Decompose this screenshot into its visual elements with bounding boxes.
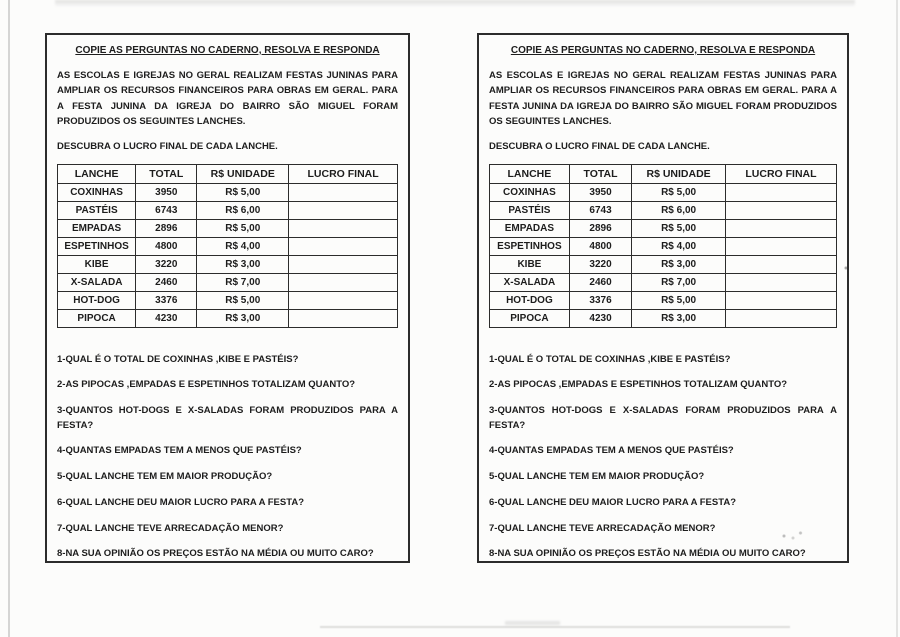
cell-total: 3220 — [136, 255, 197, 273]
questions-list — [57, 353, 398, 562]
worksheet-instruction: DESCUBRA O LUCRO FINAL DE CADA LANCHE. — [57, 140, 278, 152]
cell-lucro-blank — [289, 291, 398, 309]
cell-lanche: HOT-DOG — [58, 291, 136, 309]
cell-total: 4800 — [569, 237, 631, 255]
cell-lucro-blank — [289, 201, 398, 219]
cell-unidade: R$ 5,00 — [632, 291, 726, 309]
cell-unidade: R$ 6,00 — [197, 201, 289, 219]
cell-lucro-blank — [725, 255, 836, 273]
cell-total: 4230 — [136, 309, 197, 327]
column-header-total: TOTAL — [136, 164, 197, 183]
cell-unidade: R$ 4,00 — [632, 237, 726, 255]
cell-total: 2460 — [136, 273, 197, 291]
questions-list — [489, 353, 837, 562]
column-header-lanche: LANCHE — [58, 164, 136, 183]
column-header-lanche: LANCHE — [490, 164, 570, 183]
cell-total: 3376 — [136, 291, 197, 309]
worksheet-instruction: DESCUBRA O LUCRO FINAL DE CADA LANCHE. — [489, 140, 710, 152]
scan-edge-line-right — [896, 0, 898, 637]
scan-smudge-bottom-2 — [505, 621, 560, 625]
cell-lucro-blank — [289, 183, 398, 201]
snack-table — [57, 164, 398, 328]
cell-total: 6743 — [136, 201, 197, 219]
question-1: 1-QUAL É O TOTAL DE COXINHAS ,KIBE E PASTÉIS? — [57, 353, 299, 365]
table-row — [490, 201, 837, 219]
column-header-lucro: LUCRO FINAL — [725, 164, 836, 183]
cell-lanche: PIPOCA — [58, 309, 136, 327]
cell-unidade: R$ 5,00 — [632, 183, 726, 201]
cell-lanche: HOT-DOG — [490, 291, 570, 309]
cell-lanche: X-SALADA — [58, 273, 136, 291]
cell-total: 3220 — [569, 255, 631, 273]
cell-unidade: R$ 4,00 — [197, 237, 289, 255]
column-header-unidade: R$ UNIDADE — [197, 164, 289, 183]
cell-lucro-blank — [725, 273, 836, 291]
table-row — [58, 237, 398, 255]
cell-lanche: COXINHAS — [58, 183, 136, 201]
question-2: 2-AS PIPOCAS ,EMPADAS E ESPETINHOS TOTALIZAM QUANTO? — [57, 379, 356, 391]
table-row — [490, 237, 837, 255]
cell-lanche: COXINHAS — [490, 183, 570, 201]
cell-lanche: KIBE — [58, 255, 136, 273]
cell-total: 4230 — [569, 309, 631, 327]
question-3: 3-QUANTOS HOT-DOGS E X-SALADAS FORAM PRODUZIDOS PARA A FESTA? — [57, 404, 398, 431]
cell-total: 3376 — [569, 291, 631, 309]
cell-lucro-blank — [289, 219, 398, 237]
question-1: 1-QUAL É O TOTAL DE COXINHAS ,KIBE E PASTÉIS? — [489, 353, 731, 365]
question-5: 5-QUAL LANCHE TEM EM MAIOR PRODUÇÃO? — [57, 471, 273, 483]
column-header-lucro: LUCRO FINAL — [289, 164, 398, 183]
cell-lanche: X-SALADA — [490, 273, 570, 291]
cell-unidade: R$ 3,00 — [197, 255, 289, 273]
table-row — [58, 255, 398, 273]
question-4: 4-QUANTAS EMPADAS TEM A MENOS QUE PASTÉIS? — [489, 445, 734, 457]
question-3: 3-QUANTOS HOT-DOGS E X-SALADAS FORAM PRODUZIDOS PARA A FESTA? — [489, 404, 837, 431]
table-row — [58, 219, 398, 237]
question-6: 6-QUAL LANCHE DEU MAIOR LUCRO PARA A FESTA? — [57, 496, 304, 508]
question-8: 8-NA SUA OPINIÃO OS PREÇOS ESTÃO NA MÉDIA OU MUITO CARO? — [489, 548, 806, 560]
cell-unidade: R$ 5,00 — [197, 291, 289, 309]
cell-lanche: KIBE — [490, 255, 570, 273]
cell-lucro-blank — [725, 291, 836, 309]
question-4: 4-QUANTAS EMPADAS TEM A MENOS QUE PASTÉIS? — [57, 445, 302, 457]
worksheet-intro-paragraph: AS ESCOLAS E IGREJAS NO GERAL REALIZAM FESTAS JUNINAS PARA AMPLIAR OS RECURSOS FINANCEIROS PARA OBRAS EM GERAL. PARA A FESTA JUNINA DA IGREJA DO BAIRRO SÃO MIGUEL FORAM PRODUZIDOS OS SEGUINTES LANCHES. — [57, 70, 398, 128]
table-row — [490, 183, 837, 201]
cell-lucro-blank — [725, 183, 836, 201]
cell-unidade: R$ 3,00 — [632, 309, 726, 327]
table-row — [490, 219, 837, 237]
cell-lucro-blank — [725, 219, 836, 237]
cell-unidade: R$ 5,00 — [632, 219, 726, 237]
cell-lucro-blank — [289, 237, 398, 255]
table-row — [58, 183, 398, 201]
cell-lucro-blank — [725, 237, 836, 255]
cell-unidade: R$ 7,00 — [632, 273, 726, 291]
cell-total: 4800 — [136, 237, 197, 255]
table-row — [490, 273, 837, 291]
cell-lanche: ESPETINHOS — [490, 237, 570, 255]
cell-total: 3950 — [136, 183, 197, 201]
question-7: 7-QUAL LANCHE TEVE ARRECADAÇÃO MENOR? — [57, 522, 284, 534]
cell-lucro-blank — [289, 273, 398, 291]
table-row — [58, 273, 398, 291]
table-header-row — [58, 164, 398, 183]
table-row — [490, 255, 837, 273]
cell-total: 2896 — [569, 219, 631, 237]
cell-unidade: R$ 5,00 — [197, 183, 289, 201]
cell-lucro-blank — [725, 309, 836, 327]
cell-lanche: EMPADAS — [490, 219, 570, 237]
cell-lanche: PASTÉIS — [490, 201, 570, 219]
cell-unidade: R$ 5,00 — [197, 219, 289, 237]
cell-total: 2460 — [569, 273, 631, 291]
cell-lanche: PASTÉIS — [58, 201, 136, 219]
question-8: 8-NA SUA OPINIÃO OS PREÇOS ESTÃO NA MÉDIA OU MUITO CARO? — [57, 548, 374, 560]
cell-total: 3950 — [569, 183, 631, 201]
table-row — [58, 309, 398, 327]
question-5: 5-QUAL LANCHE TEM EM MAIOR PRODUÇÃO? — [489, 471, 705, 483]
scan-smudge-top — [55, 0, 855, 7]
cell-lucro-blank — [289, 309, 398, 327]
question-6: 6-QUAL LANCHE DEU MAIOR LUCRO PARA A FESTA? — [489, 496, 736, 508]
question-7: 7-QUAL LANCHE TEVE ARRECADAÇÃO MENOR? — [489, 522, 716, 534]
scan-edge-line-left — [8, 0, 10, 637]
cell-total: 6743 — [569, 201, 631, 219]
column-header-total: TOTAL — [569, 164, 631, 183]
scan-smudge-bottom — [320, 626, 790, 628]
cell-lanche: PIPOCA — [490, 309, 570, 327]
cell-lucro-blank — [289, 255, 398, 273]
worksheet-panel-right — [477, 33, 849, 563]
worksheet-intro-paragraph: AS ESCOLAS E IGREJAS NO GERAL REALIZAM FESTAS JUNINAS PARA AMPLIAR OS RECURSOS FINANCEIROS PARA OBRAS EM GERAL. PARA A FESTA JUNINA DA IGREJA DO BAIRRO SÃO MIGUEL FORAM PRODUZIDOS OS SEGUINTES LANCHES. — [489, 70, 837, 128]
table-row — [490, 309, 837, 327]
worksheet-panel-left — [45, 33, 410, 563]
cell-unidade: R$ 3,00 — [197, 309, 289, 327]
worksheet-title: COPIE AS PERGUNTAS NO CADERNO, RESOLVA E RESPONDA — [75, 45, 380, 56]
table-row — [490, 291, 837, 309]
cell-unidade: R$ 3,00 — [632, 255, 726, 273]
column-header-unidade: R$ UNIDADE — [632, 164, 726, 183]
table-row — [58, 291, 398, 309]
cell-lucro-blank — [725, 201, 836, 219]
table-header-row — [490, 164, 837, 183]
cell-lanche: EMPADAS — [58, 219, 136, 237]
cell-unidade: R$ 6,00 — [632, 201, 726, 219]
cell-lanche: ESPETINHOS — [58, 237, 136, 255]
cell-total: 2896 — [136, 219, 197, 237]
table-row — [58, 201, 398, 219]
question-2: 2-AS PIPOCAS ,EMPADAS E ESPETINHOS TOTALIZAM QUANTO? — [489, 379, 788, 391]
snack-table — [489, 164, 837, 328]
worksheet-title: COPIE AS PERGUNTAS NO CADERNO, RESOLVA E RESPONDA — [510, 45, 816, 56]
cell-unidade: R$ 7,00 — [197, 273, 289, 291]
